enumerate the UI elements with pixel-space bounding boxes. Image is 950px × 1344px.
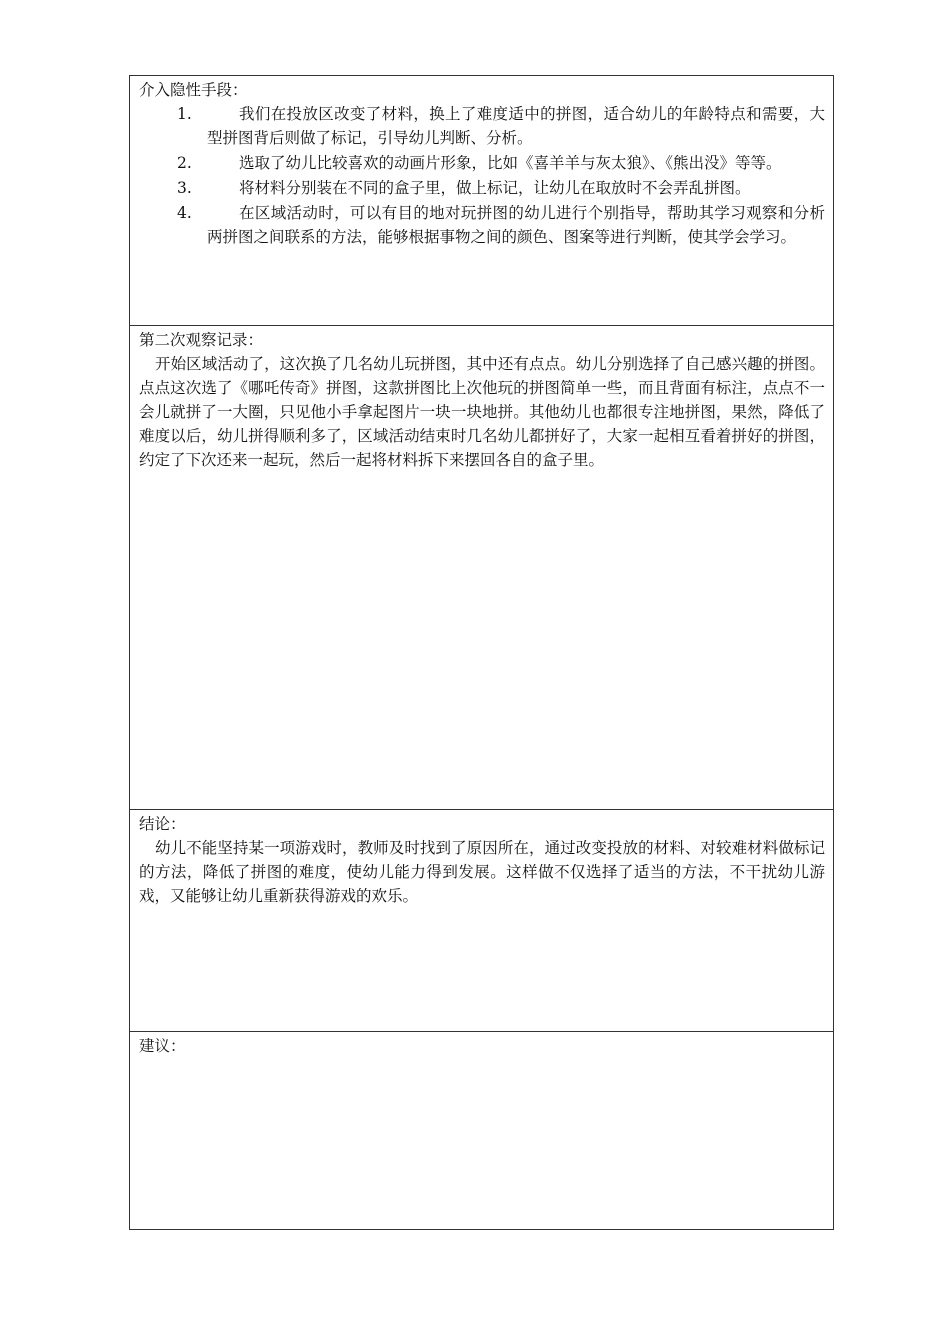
intervention-section bbox=[130, 76, 833, 326]
second-observation-heading: 第二次观察记录： bbox=[139, 331, 264, 349]
list-item-number: 4. bbox=[177, 204, 192, 222]
second-observation-section bbox=[130, 326, 833, 810]
list-item-number: 1. bbox=[177, 105, 192, 123]
list-item-text: 将材料分别装在不同的盒子里，做上标记，让幼儿在取放时不会弄乱拼图。 bbox=[239, 179, 751, 197]
conclusion-section bbox=[130, 810, 833, 1032]
record-table bbox=[129, 75, 834, 1230]
intervention-heading: 介入隐性手段： bbox=[139, 81, 248, 99]
list-item bbox=[139, 102, 825, 150]
list-item bbox=[139, 201, 825, 249]
list-item bbox=[139, 151, 825, 175]
conclusion-heading: 结论： bbox=[139, 815, 186, 833]
conclusion-body: 幼儿不能坚持某一项游戏时，教师及时找到了原因所在，通过改变投放的材料、对较难材料做标记的方法，降低了拼图的难度，使幼儿能力得到发展。这样做不仅选择了适当的方法，不干扰幼儿游戏，又能够让幼儿重新获得游戏的欢乐。 bbox=[139, 839, 825, 905]
list-item bbox=[139, 176, 825, 200]
list-item-number: 3. bbox=[177, 179, 192, 197]
list-item-number: 2. bbox=[177, 154, 192, 172]
intervention-list bbox=[139, 102, 825, 249]
suggestion-heading: 建议： bbox=[139, 1037, 186, 1055]
list-item-text: 选取了幼儿比较喜欢的动画片形象，比如《喜羊羊与灰太狼》、《熊出没》等等。 bbox=[239, 154, 782, 172]
list-item-text: 我们在投放区改变了材料，换上了难度适中的拼图，适合幼儿的年龄特点和需要，大型拼图背后则做了标记，引导幼儿判断、分析。 bbox=[207, 105, 825, 147]
second-observation-body: 开始区域活动了，这次换了几名幼儿玩拼图，其中还有点点。幼儿分别选择了自己感兴趣的拼图。点点这次选了《哪吒传奇》拼图，这款拼图比上次他玩的拼图简单一些，而且背面有标注，点点不一会儿就拼了一大圈，只见他小手拿起图片一块一块地拼。其他幼儿也都很专注地拼图，果然，降低了难度以后，幼儿拼得顺利多了，区域活动结束时几名幼儿都拼好了，大家一起相互看着拼好的拼图，约定了下次还来一起玩，然后一起将材料拆下来摆回各自的盒子里。 bbox=[139, 355, 825, 469]
list-item-text: 在区域活动时，可以有目的地对玩拼图的幼儿进行个别指导，帮助其学习观察和分析两拼图之间联系的方法，能够根据事物之间的颜色、图案等进行判断，使其学会学习。 bbox=[207, 204, 825, 246]
suggestion-section bbox=[130, 1032, 833, 1229]
